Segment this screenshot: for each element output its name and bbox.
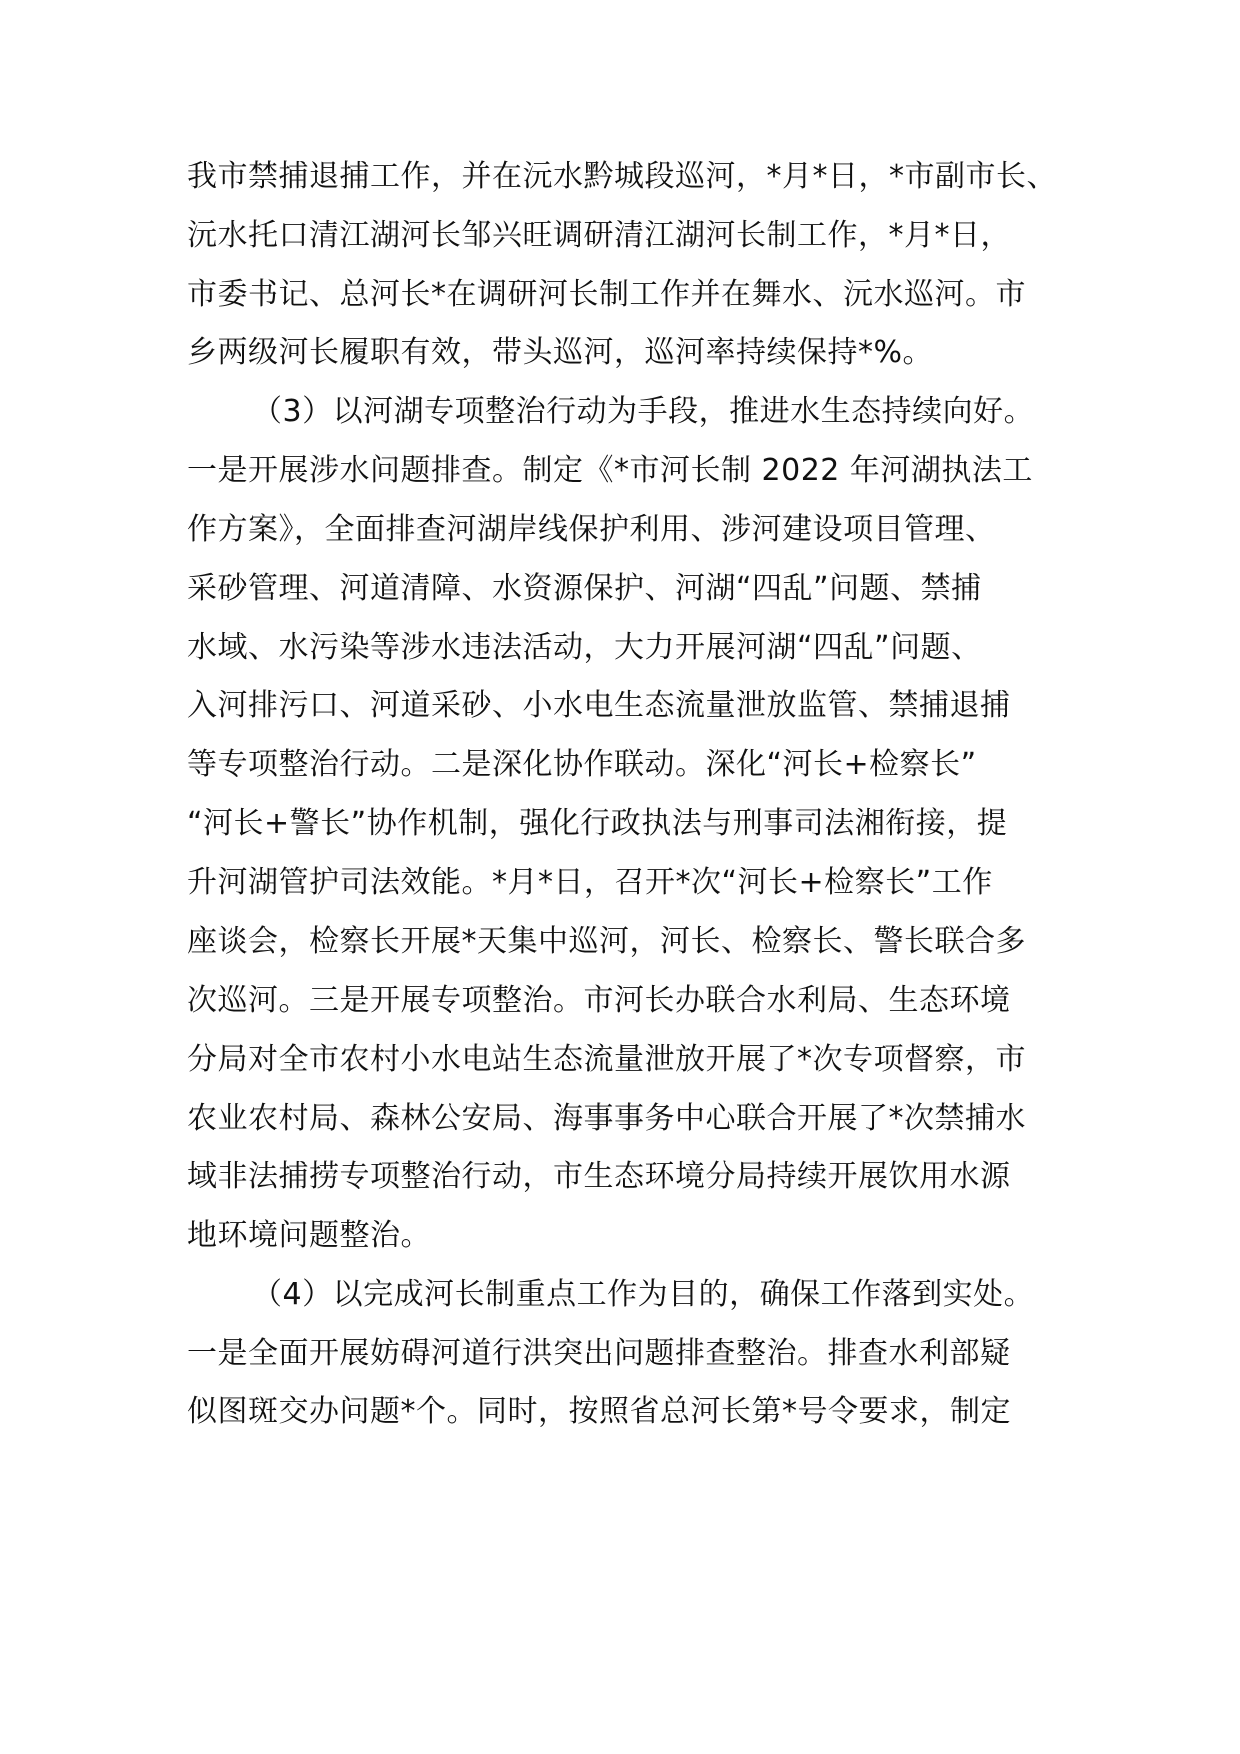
text-line-10: 入河排污口、河道采砂、小水电生态流量泄放监管、禁捕退捕 <box>187 688 1011 723</box>
text-line-14: 座谈会，检察长开展*天集中巡河，河长、检察长、警长联合多 <box>187 924 1026 959</box>
text-line-18: 域非法捕捞专项整治行动，市生态环境分局持续开展饮用水源 <box>187 1159 1011 1194</box>
text-line-1: 我市禁捕退捕工作，并在沅水黔城段巡河，*月*日，*市副市长、 <box>187 159 1057 194</box>
text-line-15: 次巡河。三是开展专项整治。市河长办联合水利局、生态环境 <box>187 983 1011 1018</box>
text-line-17: 农业农村局、森林公安局、海事事务中心联合开展了*次禁捕水 <box>187 1101 1026 1136</box>
text-line-20-section-heading: （4）以完成河长制重点工作为目的，确保工作落到实处。 <box>252 1277 1035 1312</box>
text-line-16: 分局对全市农村小水电站生态流量泄放开展了*次专项督察，市 <box>187 1042 1026 1077</box>
text-line-12: “河长+警长”协作机制，强化行政执法与刑事司法湘衔接，提 <box>187 806 1008 841</box>
text-line-19: 地环境问题整治。 <box>187 1218 431 1253</box>
text-line-3: 市委书记、总河长*在调研河长制工作并在舞水、沅水巡河。市 <box>187 277 1026 312</box>
text-line-6: 一是开展涉水问题排查。制定《*市河长制 2022 年河湖执法工 <box>187 453 1033 488</box>
text-line-2: 沅水托口清江湖河长邹兴旺调研清江湖河长制工作，*月*日， <box>187 218 1011 253</box>
text-line-11: 等专项整治行动。二是深化协作联动。深化“河长+检察长” <box>187 747 977 782</box>
text-line-8: 采砂管理、河道清障、水资源保护、河湖“四乱”问题、禁捕 <box>187 571 982 606</box>
text-line-13: 升河湖管护司法效能。*月*日，召开*次“河长+检察长”工作 <box>187 865 993 900</box>
text-line-22: 似图斑交办问题*个。同时，按照省总河长第*号令要求，制定 <box>187 1394 1011 1429</box>
text-line-9: 水域、水污染等涉水违法活动，大力开展河湖“四乱”问题、 <box>187 630 982 665</box>
text-line-4: 乡两级河长履职有效，带头巡河，巡河率持续保持*%。 <box>187 335 934 370</box>
text-line-7: 作方案》，全面排查河湖岸线保护利用、涉河建设项目管理、 <box>187 512 996 547</box>
text-line-5-section-heading: （3）以河湖专项整治行动为手段，推进水生态持续向好。 <box>252 394 1035 429</box>
text-line-21: 一是全面开展妨碍河道行洪突出问题排查整治。排查水利部疑 <box>187 1336 1011 1371</box>
